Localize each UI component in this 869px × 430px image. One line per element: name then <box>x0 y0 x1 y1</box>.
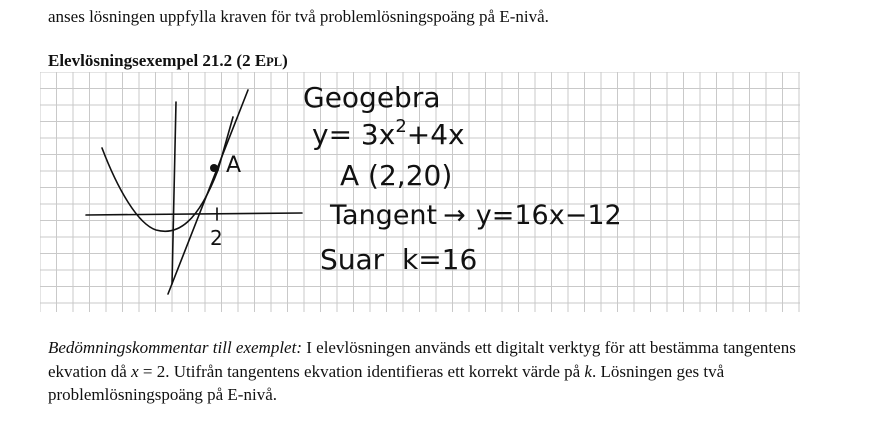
y-axis <box>172 102 176 284</box>
assessment-text-2: . Utifrån tangentens ekvation identifieras ett korrekt värde på <box>165 361 585 381</box>
assessment-text-1: I elevlösningen används ett digitalt verktyg för att bestämma tangentens ekvation då <box>48 338 796 381</box>
hand-sketched-graph <box>86 90 302 294</box>
point-a-label: A <box>226 153 242 178</box>
tick-label-2: 2 <box>210 226 223 250</box>
note-equation-base: y= 3x <box>312 118 396 151</box>
handwritten-solution-image <box>40 72 800 312</box>
intro-text: anses lösningen uppfylla kraven för två problemlösningspoäng på E-nivå. <box>48 7 549 26</box>
assessment-text-3: . Lösningen ges två problemlösningspoäng på E-nivå. <box>48 361 725 404</box>
note-geogebra: Geogebra <box>303 81 441 114</box>
note-point-a: A (2,20) <box>340 159 453 192</box>
example-heading <box>48 50 288 73</box>
assessment-var-k: k <box>584 361 592 381</box>
parabola-curve <box>102 148 218 231</box>
assessment-var-x: x <box>131 361 139 381</box>
note-equation-exponent: 2 <box>395 116 407 137</box>
note-tangent-label: Tangent <box>330 200 438 231</box>
note-tangent <box>329 200 622 231</box>
note-answer: Suar k=16 <box>320 243 478 276</box>
note-equation <box>312 116 465 151</box>
tangent-line <box>168 90 248 294</box>
note-tangent-equation: y=16x−12 <box>475 200 622 231</box>
assessment-eq-value: = 2 <box>138 361 166 381</box>
point-a-marker <box>210 164 218 172</box>
assessment-comment <box>48 336 838 407</box>
note-tangent-arrow: → <box>443 200 466 231</box>
example-heading-main: Elevlösningsexempel 21.2 (2 E <box>48 51 267 70</box>
example-heading-small: PL <box>266 55 283 69</box>
example-heading-close: ) <box>282 51 288 70</box>
note-equation-rest: +4x <box>406 118 465 151</box>
assessment-label: Bedömningskommentar till exemplet: <box>48 338 302 357</box>
